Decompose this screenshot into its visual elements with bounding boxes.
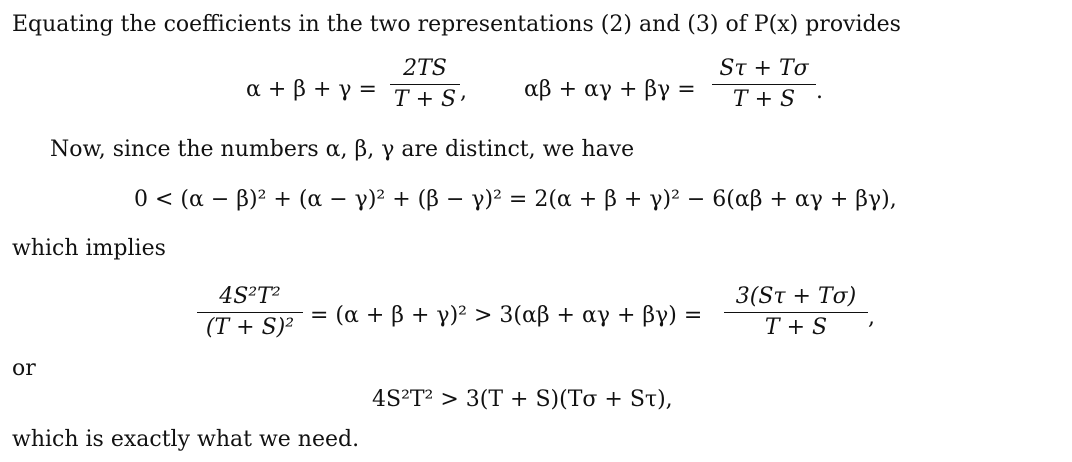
fraction-numerator: Sτ + Tσ [712, 56, 816, 85]
equation-inequality-squares: 0 < (α − β)² + (α − γ)² + (β − γ)² = 2(α + β + γ)² − 6(αβ + αγ + βγ), [134, 187, 897, 212]
paragraph-which-implies: which implies [12, 236, 166, 261]
fraction-2ts-over-t-plus-s [390, 56, 460, 113]
fraction-numerator: 2TS [390, 56, 460, 85]
fraction-4s2t2-over-t-plus-s-squared [197, 284, 303, 341]
fraction-3-stau-plus-tsigma-over-t-plus-s [724, 284, 868, 341]
fraction-denominator: T + S [764, 315, 828, 340]
fraction-denominator: T + S [732, 87, 796, 112]
paragraph-equating-coefficients: Equating the coefficients in the two representations (2) and (3) of P(x) provides [12, 12, 901, 37]
fraction-numerator: 4S²T² [197, 284, 303, 313]
paragraph-or: or [12, 356, 36, 381]
fraction-numerator: 3(Sτ + Tσ) [724, 284, 868, 313]
equation-pair-products-punct: . [816, 79, 823, 104]
paragraph-distinct-numbers: Now, since the numbers α, β, γ are distinct, we have [50, 137, 635, 162]
equation-implied-punct: , [868, 305, 875, 330]
equation-pair-products-lhs: αβ + αγ + βγ = [524, 77, 696, 102]
fraction-denominator: T + S [393, 87, 457, 112]
equation-sum-lhs: α + β + γ = [246, 77, 377, 102]
equation-implied-inequality: = (α + β + γ)² > 3(αβ + αγ + βγ) = [310, 303, 703, 328]
paragraph-conclusion: which is exactly what we need. [12, 427, 360, 452]
fraction-denominator: (T + S)² [205, 315, 295, 340]
equation-sum-punct: , [460, 79, 467, 104]
fraction-stau-plus-tsigma-over-t-plus-s [712, 56, 816, 113]
equation-final-inequality: 4S²T² > 3(T + S)(Tσ + Sτ), [372, 387, 673, 412]
